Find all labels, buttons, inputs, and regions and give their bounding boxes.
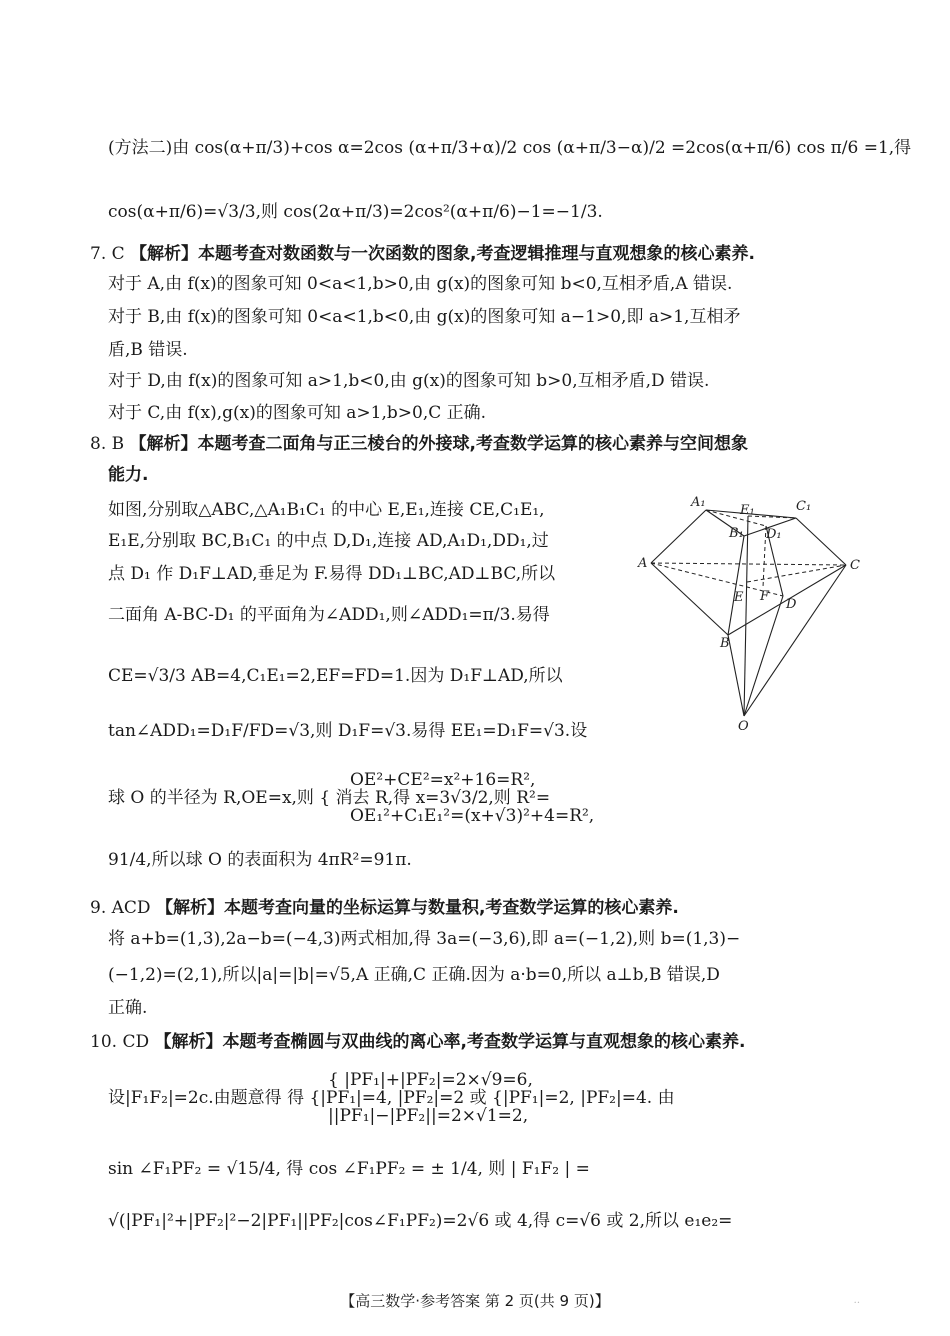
label-d1: D₁ — [766, 527, 782, 542]
label-a1: A₁ — [691, 495, 706, 510]
answer-7 — [90, 246, 755, 263]
line-17-system-top: OE²+CE²=x²+16=R², — [350, 770, 536, 790]
label-c1: C₁ — [796, 499, 812, 514]
answer-8-tag: 【解析】 — [129, 434, 198, 454]
answer-7-number: 7. C — [90, 244, 125, 264]
edge-aa1 — [651, 510, 706, 563]
label-e: E — [734, 590, 744, 605]
label-d: D — [786, 597, 797, 612]
edge-co — [744, 565, 846, 716]
label-a: A — [638, 556, 648, 571]
line-4: 对于 A,由 f(x)的图象可知 0<a<1,b>0,由 g(x)的图象可知 b<0,互相矛盾,A 错误. — [108, 274, 733, 294]
line-24: 设|F₁F₂|=2c.由题意得 得 {|PF₁|=4, |PF₂|=2 或 {|PF₁|=2, |PF₂|=4. 由 — [108, 1088, 675, 1108]
line-16: tan∠ADD₁=D₁F/FD=√3,则 D₁F=√3.易得 EE₁=D₁F=√3.设 — [108, 721, 588, 741]
line-1: (方法二)由 cos(α+π/3)+cos α=2cos (α+π/3+α)/2 cos (α+π/3−α)/2 =2cos(α+π/6) cos π/6 =1,得 — [108, 138, 912, 158]
line-5: 对于 B,由 f(x)的图象可知 0<a<1,b<0,由 g(x)的图象可知 a−1>0,即 a>1,互相矛 — [108, 307, 741, 327]
answer-8-title: 本题考查二面角与正三棱台的外接球,考查数学运算的核心素养与空间想象 — [197, 434, 748, 454]
line-17-system-bottom: OE₁²+C₁E₁²=(x+√3)²+4=R², — [350, 806, 595, 826]
line-2: cos(α+π/6)=√3/3,则 cos(2α+π/3)=2cos²(α+π/6)−1=−1/3. — [108, 202, 603, 222]
line-24-system-bottom: ||PF₁|−|PF₂||=2×√1=2, — [328, 1106, 529, 1126]
page-footer: 【高三数学·参考答案 第 2 页(共 9 页)】 — [340, 1292, 610, 1310]
line-18: 91/4,所以球 O 的表面积为 4πR²=91π. — [108, 850, 412, 870]
answer-9-tag: 【解析】 — [155, 898, 224, 918]
edge-ac-hidden — [651, 563, 846, 565]
answer-9 — [90, 900, 679, 917]
line-24-system-top: { |PF₁|+|PF₂|=2×√9=6, — [328, 1070, 533, 1090]
line-26: √(|PF₁|²+|PF₂|²−2|PF₁||PF₂|cos∠F₁PF₂)=2√6 或 4,得 c=√6 或 2,所以 e₁e₂= — [108, 1211, 733, 1231]
line-22: 正确. — [108, 998, 148, 1018]
edge-ab — [651, 563, 728, 635]
line-8: 对于 C,由 f(x),g(x)的图象可知 a>1,b>0,C 正确. — [108, 403, 487, 423]
line-13: 点 D₁ 作 D₁F⊥AD,垂足为 F.易得 DD₁⊥BC,AD⊥BC,所以 — [108, 564, 556, 584]
label-e1: E₁ — [740, 503, 755, 518]
axis-oe1 — [744, 516, 748, 716]
answer-8 — [90, 436, 748, 453]
answer-10-title: 本题考查椭圆与双曲线的离心率,考查数学运算与直观想象的核心素养. — [222, 1032, 746, 1052]
line-25: sin ∠F₁PF₂ = √15/4, 得 cos ∠F₁PF₂ = ± 1/4, 则 | F₁F₂ | = — [108, 1159, 590, 1179]
line-10: 能力. — [108, 465, 149, 485]
answer-7-tag: 【解析】 — [130, 244, 199, 264]
edge-cc1 — [796, 518, 846, 565]
edge-bo — [728, 635, 744, 716]
answer-9-title: 本题考查向量的坐标运算与数量积,考查数学运算的核心素养. — [223, 898, 679, 918]
label-c: C — [850, 558, 860, 573]
answer-10-number: 10. CD — [90, 1032, 150, 1052]
line-14: 二面角 A-BC-D₁ 的平面角为∠ADD₁,则∠ADD₁=π/3.易得 — [108, 605, 550, 625]
label-o: O — [738, 719, 749, 734]
line-20: 将 a+b=(1,3),2a−b=(−4,3)两式相加,得 3a=(−3,6),即 a=(−1,2),则 b=(1,3)− — [108, 929, 741, 949]
line-21: (−1,2)=(2,1),所以|a|=|b|=√5,A 正确,C 正确.因为 a·b=0,所以 a⊥b,B 错误,D — [108, 965, 720, 985]
answer-8-number: 8. B — [90, 434, 125, 454]
line-11: 如图,分别取△ABC,△A₁B₁C₁ 的中心 E,E₁,连接 CE,C₁E₁, — [108, 500, 545, 520]
answer-10-tag: 【解析】 — [154, 1032, 223, 1052]
answer-7-title: 本题考查对数函数与一次函数的图象,考查逻辑推理与直观想象的核心素养. — [198, 244, 755, 264]
answer-9-number: 9. ACD — [90, 898, 151, 918]
frustum-sphere-figure — [636, 490, 866, 740]
answer-10 — [90, 1034, 745, 1051]
label-b1: B₁ — [729, 526, 744, 541]
line-15: CE=√3/3 AB=4,C₁E₁=2,EF=FD=1.因为 D₁F⊥AD,所以 — [108, 666, 563, 686]
line-7: 对于 D,由 f(x)的图象可知 a>1,b<0,由 g(x)的图象可知 b>0,互相矛盾,D 错误. — [108, 371, 710, 391]
label-b: B — [720, 636, 730, 651]
line-6: 盾,B 错误. — [108, 340, 188, 360]
label-f: F — [760, 589, 770, 604]
line-12: E₁E,分别取 BC,B₁C₁ 的中点 D,D₁,连接 AD,A₁D₁,DD₁,过 — [108, 531, 549, 551]
corner-mark: ·· — [853, 1298, 860, 1309]
line-17: 球 O 的半径为 R,OE=x,则 { 消去 R,得 x=3√3/2,则 R²= — [108, 788, 551, 808]
